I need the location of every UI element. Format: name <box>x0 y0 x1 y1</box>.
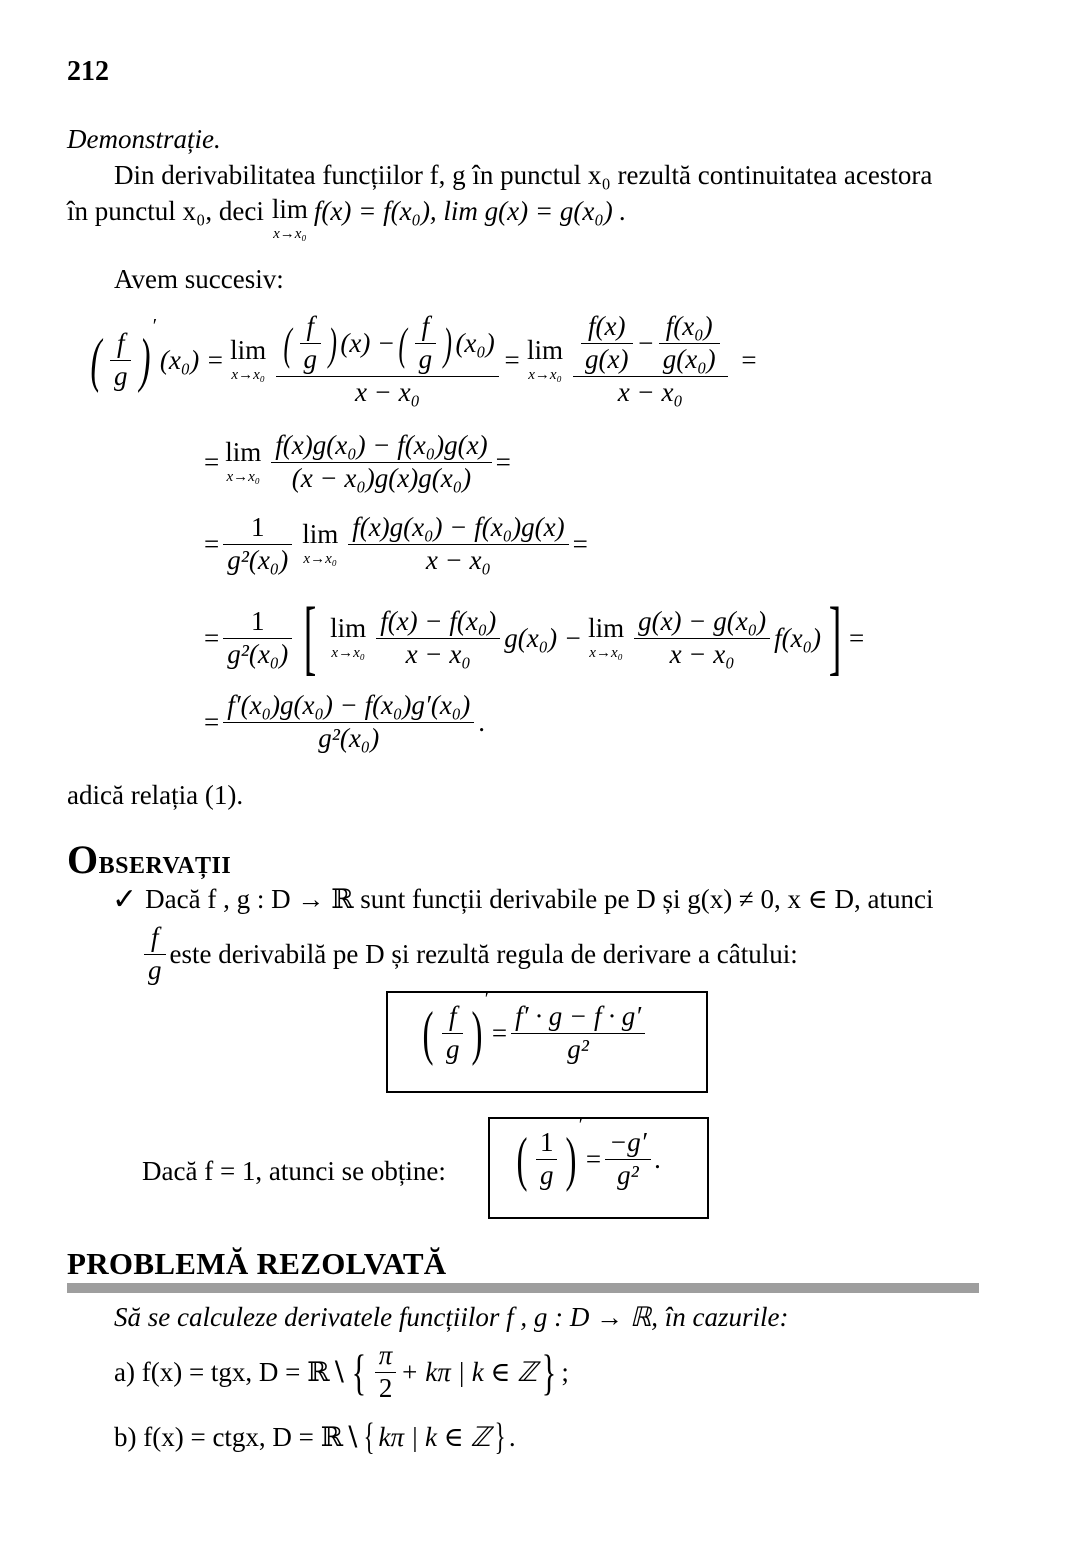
observation-item-1 <box>112 882 933 917</box>
case-b-lead: b) f(x) = ctgx, D = ℝ∖ <box>114 1421 361 1452</box>
denominator: g <box>148 954 162 985</box>
lim-word: lim <box>225 437 262 468</box>
denominator: x − x₀ <box>669 638 735 669</box>
proof-heading: Demonstrație. <box>67 124 221 154</box>
fraction-f-over-g <box>300 311 322 376</box>
equals: = <box>848 622 865 653</box>
limit-operator <box>330 615 366 661</box>
numerator: f(x₀) <box>665 311 713 342</box>
problem-case-b <box>114 1418 516 1456</box>
lim-subscript: x→x₀ <box>231 367 265 383</box>
minus: − <box>636 327 655 358</box>
numerator: g(x) − g(x₀) <box>638 605 767 636</box>
lim-word: lim <box>302 519 339 550</box>
equals: = <box>502 344 522 375</box>
period: . <box>508 1421 516 1452</box>
quotient-rule-box <box>386 987 708 1093</box>
denominator: g <box>445 1033 460 1064</box>
fraction <box>581 311 632 376</box>
left-brace: { <box>351 1344 366 1401</box>
limit-operator <box>272 196 308 242</box>
numerator: f <box>421 311 430 342</box>
denominator: x − x₀ <box>354 376 421 407</box>
fraction-one-over-g <box>536 1127 558 1192</box>
denominator: x − x₀ <box>405 638 471 669</box>
right-paren: ) <box>139 327 151 393</box>
equals: = <box>585 1143 602 1174</box>
derivation-step-1 <box>86 300 758 420</box>
problem-statement: Să se calculeze derivatele funcțiilor f , g : D → ℝ, în cazurile: <box>114 1302 789 1332</box>
left-paren: ( <box>422 1000 434 1067</box>
prime-mark: ′ <box>577 1113 582 1136</box>
continuity-formula: f(x) = f(x₀), lim g(x) = g(x₀) . <box>313 196 627 226</box>
reciprocal-rule-formula <box>512 1113 662 1193</box>
fraction-one-over-g-squared <box>223 512 292 577</box>
problem-title-underline <box>67 1283 979 1293</box>
fraction <box>271 430 491 495</box>
case-b-set: kπ | k ∈ ℤ <box>378 1421 491 1452</box>
lim-subscript: x→x₀ <box>589 645 623 661</box>
derivation-step-3 <box>204 512 588 577</box>
heading-initial: O <box>67 837 99 882</box>
denominator: g² <box>617 1159 639 1190</box>
fraction <box>605 1127 651 1192</box>
heading-rest: BSERVAȚII <box>98 853 232 879</box>
numerator: π <box>378 1340 393 1370</box>
numerator: f(x) − f(x₀) <box>380 605 497 636</box>
fraction <box>348 512 568 577</box>
equals: = <box>739 344 758 375</box>
numerator: f <box>448 1001 457 1031</box>
denominator: g <box>113 360 128 391</box>
lim-subscript: x→x₀ <box>528 367 562 383</box>
numerator: −g′ <box>609 1127 647 1157</box>
semicolon: ; <box>561 1356 569 1387</box>
denominator: g²(x₀) <box>227 638 289 669</box>
lim-subscript: x→x₀ <box>273 226 307 242</box>
fraction-pi-over-two <box>375 1340 397 1405</box>
page-number: 212 <box>67 56 109 87</box>
period: . <box>654 1143 662 1174</box>
left-paren: ( <box>90 327 102 393</box>
difference-quotient <box>276 311 499 409</box>
fraction <box>376 606 500 671</box>
conclusion: adică relația (1). <box>67 780 244 810</box>
numerator: f <box>306 311 315 342</box>
fraction-f-over-g <box>415 311 437 376</box>
numerator: 1 <box>250 605 265 636</box>
numerator: f <box>150 922 159 952</box>
fraction-quotient-rule <box>223 690 474 755</box>
limit-operator <box>302 521 338 567</box>
prime-mark: ′ <box>151 314 156 337</box>
fraction-f-over-g <box>110 328 132 393</box>
numerator: f(x)g(x₀) − f(x₀)g(x) <box>352 512 565 542</box>
fraction <box>634 606 770 671</box>
denominator: g <box>539 1159 554 1190</box>
limit-operator <box>225 439 261 485</box>
numerator: f′(x₀)g(x₀) − f(x₀)g′(x₀) <box>227 690 471 720</box>
left-brace: { <box>363 1416 375 1458</box>
term: (x₀) <box>455 327 495 358</box>
equals: = <box>204 622 220 653</box>
lim-word: lim <box>527 335 564 365</box>
equals: = <box>204 528 220 559</box>
observations-heading <box>67 836 231 883</box>
reciprocal-rule-box <box>488 1113 709 1219</box>
left-paren: ( <box>516 1126 528 1193</box>
numerator: f′ · g − f · g′ <box>515 1001 642 1031</box>
lim-word: lim <box>588 613 625 643</box>
period: . <box>478 706 485 737</box>
tail-term: f(x₀) <box>774 622 821 653</box>
denominator: g²(x₀) <box>318 722 380 753</box>
denominator: g(x) <box>585 344 629 375</box>
line2-text: în punctul x₀, deci <box>67 196 264 226</box>
term: (x) − <box>340 327 396 358</box>
problem-title: PROBLEMĂ REZOLVATĂ <box>67 1246 447 1281</box>
case-a-lead: a) f(x) = tgx, D = ℝ∖ <box>114 1356 347 1387</box>
lim-subscript: x→x₀ <box>303 551 337 568</box>
lim-subscript: x→x₀ <box>331 645 365 661</box>
observation-text: este derivabilă pe D și rezultă regula de derivare a câtului: <box>169 938 798 969</box>
observation-item-1-line2 <box>140 922 798 987</box>
numerator: f <box>116 327 125 358</box>
equals: = <box>204 706 220 737</box>
numerator: 1 <box>539 1127 554 1157</box>
fraction <box>659 311 720 376</box>
left-bracket: [ <box>303 591 317 684</box>
observation-text: Dacă f , g : D → ℝ sunt funcții derivabile pe D și g(x) ≠ 0, x ∈ D, atunci <box>145 884 934 914</box>
denominator: g <box>418 344 433 375</box>
numerator: f(x)g(x₀) − f(x₀)g(x) <box>275 430 488 460</box>
lim-word: lim <box>271 194 308 224</box>
denominator: g²(x₀) <box>227 544 289 575</box>
difference-quotient-2 <box>573 311 728 409</box>
denominator: x − x₀ <box>617 376 683 407</box>
right-paren: ) <box>471 1000 483 1067</box>
limit-operator <box>230 337 266 383</box>
equals: = <box>572 528 588 559</box>
denominator: x − x₀ <box>425 544 491 575</box>
fraction-one-over-g-squared <box>223 606 292 671</box>
right-brace: } <box>542 1344 557 1401</box>
fraction-f-over-g <box>144 922 166 987</box>
avem-succesiv: Avem succesiv: <box>114 264 284 294</box>
right-paren: ) <box>565 1126 577 1193</box>
numerator: 1 <box>250 512 265 542</box>
problem-case-a <box>114 1340 569 1405</box>
checkmark-icon: ✓ <box>112 883 138 916</box>
limit-operator <box>527 337 563 383</box>
equals: = <box>491 1017 508 1048</box>
fraction-f-over-g <box>442 1001 464 1066</box>
lim-word: lim <box>330 613 367 643</box>
denominator: 2 <box>378 1372 393 1403</box>
denominator: (x − x₀)g(x)g(x₀) <box>291 462 472 493</box>
middle-term: g(x₀) − <box>504 622 583 653</box>
numerator <box>573 311 728 376</box>
proof-paragraph-line1: Din derivabilitatea funcțiilor f, g în punctul x₀ rezultă continuitatea acestora <box>114 160 933 190</box>
numerator: f(x) <box>588 311 626 342</box>
lhs-tail: (x₀) = <box>159 344 225 375</box>
denominator: g <box>303 344 318 375</box>
proof-paragraph-line2 <box>67 196 626 242</box>
special-case-text: Dacă f = 1, atunci se obține: <box>142 1156 446 1186</box>
quotient-rule-formula <box>418 987 649 1067</box>
denominator: g(x₀) <box>662 344 716 375</box>
fraction <box>511 1001 645 1066</box>
equals: = <box>495 446 511 477</box>
right-brace: } <box>494 1416 506 1458</box>
limit-operator <box>588 615 624 661</box>
numerator: ( $\frac{f}{g}$ ) (x) − ( $\frac{f}{g}$ ) (x₀) <box>283 311 495 375</box>
prime-mark: ′ <box>483 987 488 1010</box>
case-a-set: + kπ | k ∈ ℤ <box>400 1356 538 1387</box>
derivation-step-4 <box>204 591 865 684</box>
derivation-step-2 <box>204 430 511 495</box>
equals: = <box>204 446 220 477</box>
right-bracket: ] <box>828 591 842 684</box>
lim-word: lim <box>230 335 267 365</box>
denominator: g² <box>567 1033 589 1064</box>
derivation-step-5 <box>204 690 485 755</box>
lim-subscript: x→x₀ <box>226 469 260 486</box>
